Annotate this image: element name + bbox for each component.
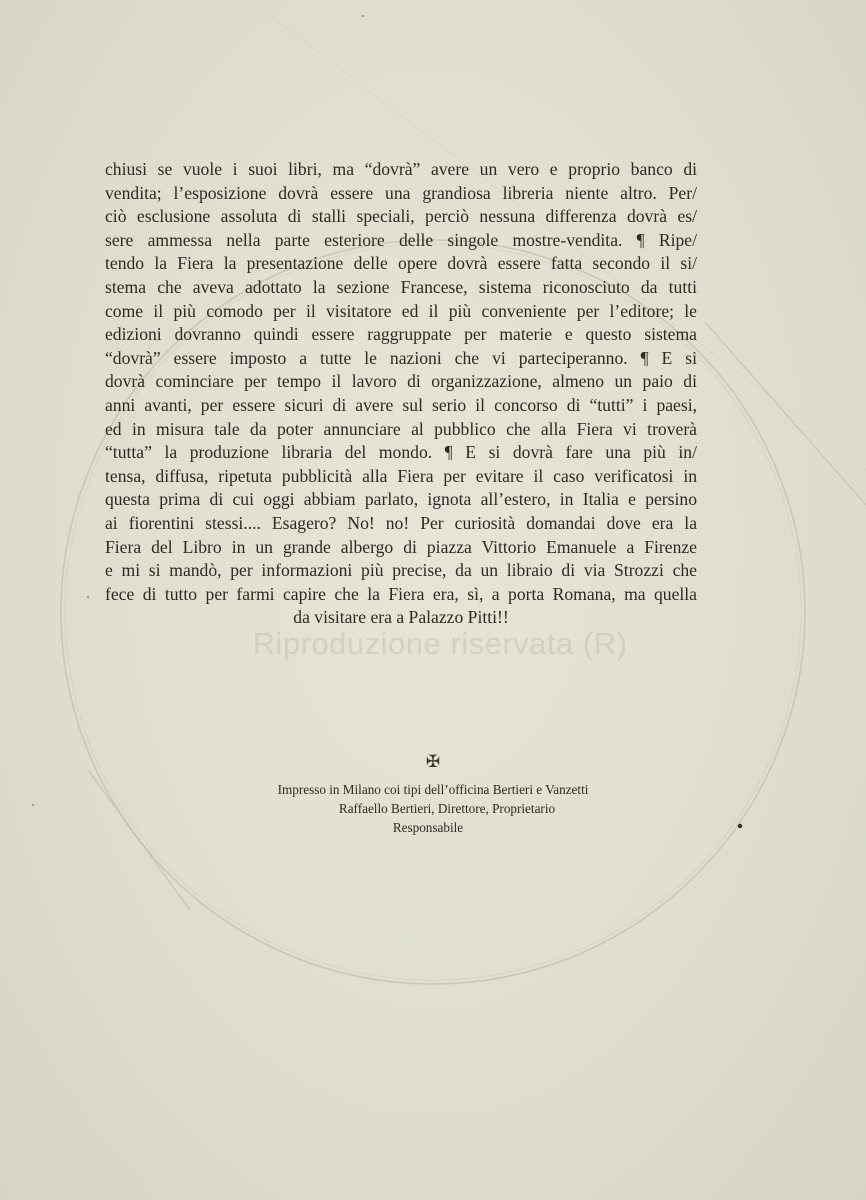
text-line-last: da visitare era a Palazzo Pitti!! xyxy=(293,607,509,628)
text-line: sere ammessa nella parte esteriore delle singole mostre-vendita. ¶ Ripe/ xyxy=(105,229,697,250)
paper-speck xyxy=(32,804,34,806)
body-text xyxy=(105,158,697,630)
paper-speck xyxy=(362,15,364,17)
text-line: ed in misura tale da poter annunciare al pubblico che alla Fiera vi troverà xyxy=(105,418,697,439)
text-line: Fiera del Libro in un grande albergo di piazza Vittorio Emanuele a Firenze xyxy=(105,536,697,557)
cross-ornament-icon: ✠ xyxy=(425,752,441,771)
text-line: tendo la Fiera la presentazione delle opere dovrà essere fatta secondo il si/ xyxy=(105,253,697,274)
watermark-line-upper-right xyxy=(705,322,866,505)
colophon-responsible-line: Responsabile xyxy=(392,820,464,835)
watermark-line-lower-left xyxy=(88,770,190,910)
paper-speck xyxy=(738,824,742,828)
text-line: come il più comodo per il visitatore ed il più conveniente per l’editore; le xyxy=(105,300,697,321)
watermark-text: Riproduzione riservata (R) xyxy=(252,626,628,661)
text-line: “dovrà” essere imposto a tutte le nazioni che vi parteciperanno. ¶ E si xyxy=(105,347,697,368)
text-line: ai fiorentini stessi.... Esagero? No! no! Per curiosità domandai dove era la xyxy=(105,512,697,533)
text-line: vendita; l’esposizione dovrà essere una grandiosa libreria niente altro. Per/ xyxy=(105,182,697,203)
text-line: e mi si mandò, per informazioni più precise, da un libraio di via Strozzi che xyxy=(105,560,697,581)
text-line: fece di tutto per farmi capire che la Fiera era, sì, a porta Romana, ma quella xyxy=(105,583,697,604)
text-line: ciò esclusione assoluta di stalli speciali, perciò nessuna differenza dovrà es/ xyxy=(105,206,697,227)
paper-speck xyxy=(87,596,89,598)
text-line: dovrà cominciare per tempo il lavoro di organizzazione, almeno un paio di xyxy=(105,371,697,392)
text-line: tensa, diffusa, ripetuta pubblicità alla Fiera per evitare il caso verificatosi in xyxy=(105,465,697,486)
colophon-director-line: Raffaello Bertieri, Direttore, Proprietario xyxy=(338,801,556,816)
colophon-printer-line: Impresso in Milano coi tipi dell’officina Bertieri e Vanzetti xyxy=(277,782,589,797)
text-line: stema che aveva adottato la sezione Francese, sistema riconosciuto da tutti xyxy=(105,276,697,297)
text-line: anni avanti, per essere sicuri di avere sul serio il concorso di “tutti” i paesi, xyxy=(105,394,697,415)
text-line: chiusi se vuole i suoi libri, ma “dovrà” avere un vero e proprio banco di xyxy=(105,159,697,179)
colophon xyxy=(200,752,666,837)
text-line: edizioni dovranno quindi essere raggruppate per materie e questo sistema xyxy=(105,324,697,345)
text-line: questa prima di cui oggi abbiam parlato, ignota all’estero, in Italia e persino xyxy=(105,489,697,510)
text-line: “tutta” la produzione libraria del mondo. ¶ E si dovrà fare una più in/ xyxy=(105,442,697,463)
